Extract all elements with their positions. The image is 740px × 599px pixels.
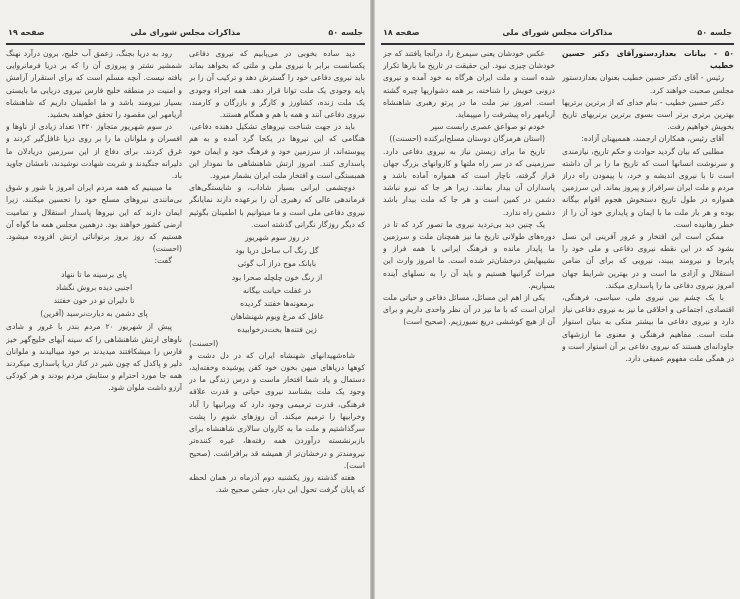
page-header bbox=[8, 28, 363, 42]
paragraph: عکس خودشان یعنی سیمرغ را، درآنجا یافتند که جز خودشان چیزی نبود. این حقیقت در تاریخ ما بارها تکرار شده است و ملت ایران هرگاه به خود آمده و نیروی درونی خویش را شناخته، بر همه دشواریها چیره گشته است. امروز نیز ملت ما در پرتو رهبری شاهنشاه آریامهر راه پیشرفت را میپیماید. bbox=[383, 49, 555, 120]
poem-verse: گل رنگ آب ساحل دریا بود bbox=[235, 246, 319, 256]
poem-verse: بابانک موج دراز آب گوئی bbox=[237, 259, 317, 269]
paragraph: ممکن است این افتخار و غرور آفرینی این نسل بشود که در این نقطه نیروی دفاعی و ملی خود را پابرجا و نیرومند ببیند، نیرویی که برای آن ضامن استقلال و آزادی ما است و در بهترین شرایط جهان امروز نیروی دفاعی ما را پاسداری میکند. bbox=[562, 232, 734, 290]
paragraph: یکی از اهم این مسائل، مسائل دفاعی و حیاتی ملت ایران است که با ما نیز در آن نظر واحدی داریم و برای آن از هیچ کوششی دریغ نمیورزیم. (صحیح است) bbox=[383, 293, 555, 327]
session-number: جلسه ۵۰ bbox=[328, 28, 363, 37]
paragraph: رئیس - آقای دکتر حسین خطیب بعنوان بعدازدستور مجلس صحبت خواهند کرد. bbox=[562, 73, 734, 95]
paragraph: شاه‌شهیدانهای شهنشاه ایران که در دل دشت و کوهها دریاهای میهن بخون خود کفن پوشیده وخفته‌اید، دستمال و یاد شما افتخار ماست و درس زندگی ما در وجود یک ملت بشناسد نیروی حیاتی و قدرت علاقه فرهنگی، قدرت ترمیمی وجود دارد که ویرانیها را آباد وخرابیها را ترمیم میکند. آن روزهای شوم را پشت سرگذاشتیم و ملت ما به کاروان سالاری شاهنشاه برای بازبرنشسته درآوردن همه رفته‌ها، غیره کننده‌تر نیرومندتر و درخشان‌تر از همیشه قد برافراشت. (صحیح است). bbox=[189, 350, 365, 470]
text-column-left bbox=[6, 48, 182, 595]
right-page bbox=[375, 0, 740, 599]
session-number: جلسه ۵۰ bbox=[697, 28, 732, 37]
text-column-left bbox=[383, 48, 555, 595]
text-column-right bbox=[562, 48, 734, 595]
paragraph: ما میبینیم که همه مردم ایران امروز با شور و شوق بی‌مانندی نیروهای مسلح خود را تحسین میکنند، زیرا ایمان دارند که این نیروها پاسدار استقلال و تمامیت ارضی کشور خواهند بود. درهمین مجلس همه ما گواه آن هستیم که روز بروز برتوانائی ارتش افزوده میشود. (احسنت) bbox=[6, 183, 182, 254]
paragraph: (احسنت) bbox=[189, 338, 219, 348]
paragraph: با یک چشم بین نیروی ملی، سیاسی، فرهنگی، اقتصادی، اجتماعی و اخلاقی ما نیز به نیروی دفاعی نیاز دارد و نیروی دفاعی ما بیشتر متکی به بنیان استوار ملت است. مفاهیم فرهنگی و معنوی ما ارزشهای جاودانه‌ای هستند که نیروی دفاعی بر آن استوار است و در همگی ملت مفهوم عمیقی دارد. bbox=[562, 293, 734, 364]
paragraph: مطلبی که بیان گردید حوادث و حکم تاریخ، نیازمندی و سرنوشت انسانها است که تاریخ ما را بر آن داشته است تا با نیروی اندیشه و خرد، با پیمودن راه دراز مردم و ملت ایران سرافراز و پیروز بماند. این سرزمین همواره در طول تاریخ دستخوش هجوم اقوام بیگانه بوده و هر بار ملت ما با ایمان و پایداری خود آن را از خطر رهانیده است. bbox=[562, 146, 734, 229]
paragraph: خودم تو صواعق عصری رابست سپر bbox=[430, 122, 545, 132]
paragraph: آقای رئیس، همکاران ارجمند، هممیهنان آزاده: bbox=[581, 134, 724, 144]
running-title: مذاکرات مجلس شورای ملی bbox=[502, 28, 613, 37]
paragraph: در سوم شهریور متجاوز ۱۳۲۰ تعداد زیادی از ناوها و افسران و ملوانان ما را بر روی دریا غافل‌گیر کردند و غرق کردند. برای دفاع از این سرزمین دریادلان ما دلیرانه جنگیدند و شربت شهادت نوشیدند، نامشان جاوید باد. bbox=[6, 122, 182, 181]
paragraph: دکتر حسین خطیب - بنام خدای که از برترین برتریها بهترین برتری برتر است بسوی برترین برتریهای تاریخ بخویش خواهیم رفت. bbox=[562, 97, 734, 132]
poem-verse: تا دلیران تو در خون خفتند bbox=[53, 296, 135, 306]
poem-verse: پای برسینه ما تا ننهاد bbox=[61, 269, 127, 279]
poem-verse: از رنگ خون چلچله صحرا بود bbox=[231, 272, 323, 282]
page-number: صفحه ۱۹ bbox=[8, 28, 45, 37]
paragraph: دید ساده بخوبی در می‌یابیم که نیروی دفاعی یکسانست برابر با نیروی ملی و ملتی که بخواهد بماند باید نیروی دفاعی خود را گسترش دهد و ترکیب آن را بر پایه وجودی یک ملت توانا قرار دهد. همه اجزاء وجودی یک ملت زنده، کشاورز و کارگر و بازرگان و کارمند، نیروی دفاعی آنند و همه با هم و همگام هستند. bbox=[189, 49, 365, 120]
paragraph: باید در جهت شناخت نیروهای تشکیل دهنده دفاعی، هنگامی که این نیروها در یکجا گرد آمده و به هم پیوسته‌اند، از سرزمین خود و فرهنگ خود و ایمان خود پاسداری کنند. امروز ارتش شاهنشاهی ما نمودار این همبستگی است و افتخار ملت ایران بشمار میرود. bbox=[189, 122, 365, 181]
paragraph: هفته گذشته روز یکشنبه دوم آذرماه در همان لحظه که پایان گرفت تحول این دیار، جشن صحیح شد. bbox=[189, 472, 365, 495]
poem-verse: پای دشمن به دیارت‌نرسید (آفرین) bbox=[40, 309, 148, 319]
page-header bbox=[383, 28, 732, 42]
paragraph: تاریخ ما برای زیستن نیاز به نیروی دفاعی دارد. سرزمینی که در سر راه ملتها و کاروانهای بزرگ جهان قرار گرفته، ناچار است که همواره آماده باشد و پاسداران آن بیدار بمانند. زیرا هر جا که نیرو نباشد دشمن در کمین است و هر جا که ملت بیدار باشد دشمن راه ندارد. bbox=[383, 146, 555, 217]
page-number: صفحه ۱۸ bbox=[383, 28, 420, 37]
paragraph: (استان هرمزگان دوستان مسلح‌ابرکنده (احسنت)) bbox=[389, 134, 545, 144]
poem-verse: زین فتنه‌ها بخت‌درخوابیده bbox=[237, 325, 317, 335]
poem-verse: در روز سوم شهریور bbox=[244, 233, 310, 243]
section-heading: ۵۰ - بیانات بعدازدستورآقای دکتر حسین خطیب bbox=[562, 49, 734, 71]
paragraph: گفت: bbox=[154, 256, 172, 266]
paragraph: یک چنین دید بی‌تردید نیروی ما تصور کرد که تا در دوره‌های طولانی تاریخ ما نیز همچنان ملت و سرزمین ما پایدار مانده و فرهنگ ایرانی با همه فراز و نشیبهایش درخشان‌تر شده است. ما امروز وارث این میراث گرانبها هستیم و باید آن را به نسلهای آینده بسپاریم. bbox=[383, 219, 555, 290]
text-column-right bbox=[189, 48, 365, 595]
paragraph: پیش از شهریور ۲۰ مردم بندر با غرور و شادی ناوهای ارتش شاهنشاهی را که سینه آبهای خلیج‌گهر خیز فارس را میشکافتند میدیدند بر خود میبالیدند و ملوانان دلیر و پاکدل که چون شیر در کنار دریا پاسداری میکردند همه جا مورد احترام و ستایش مردم بودند و هر کودکی آرزو داشت ملوان شود. bbox=[6, 322, 182, 393]
poem-verse: در غفلت خیانت بیگانه bbox=[242, 285, 312, 295]
paragraph: رود به دریا بجنگ، زعمق آب خلیج، برون درآرد نهنگ شمشیر نشتر و پیروزی آن را که بر دریا فرمانروایی یافته نیست. آنچه مسلم است که برای استقرار آرامش و امنیت در منطقه خلیج فارس نیروی دریایی ما بایستی بسیار نیرومند باشد و ما اطمینان داریم که شاهنشاه آریامهر این مقصود را تحقق خواهند بخشید. bbox=[6, 49, 182, 120]
poem-verse: اجنبی دیده بروش نگشاد bbox=[55, 282, 133, 292]
running-title: مذاکرات مجلس شورای ملی bbox=[130, 28, 241, 37]
header-rule bbox=[381, 43, 734, 45]
paragraph: دوچشمی ایرانی بسیار شاداب، و شایستگی‌های فرماندهی عالی که رهبری آن را برعهده دارند نمایانگر نیروی دفاعی ملی است و ما میتوانیم با اطمینان بگوئیم که دیگر روزگار نگرانی گذشته است. bbox=[189, 183, 365, 229]
poem-verse: برمعونه‌ها خفتند گردیده bbox=[240, 299, 314, 309]
poem-verse: غافل که مرغ ویوم شهنشاهان bbox=[230, 312, 324, 322]
header-rule bbox=[6, 43, 365, 45]
